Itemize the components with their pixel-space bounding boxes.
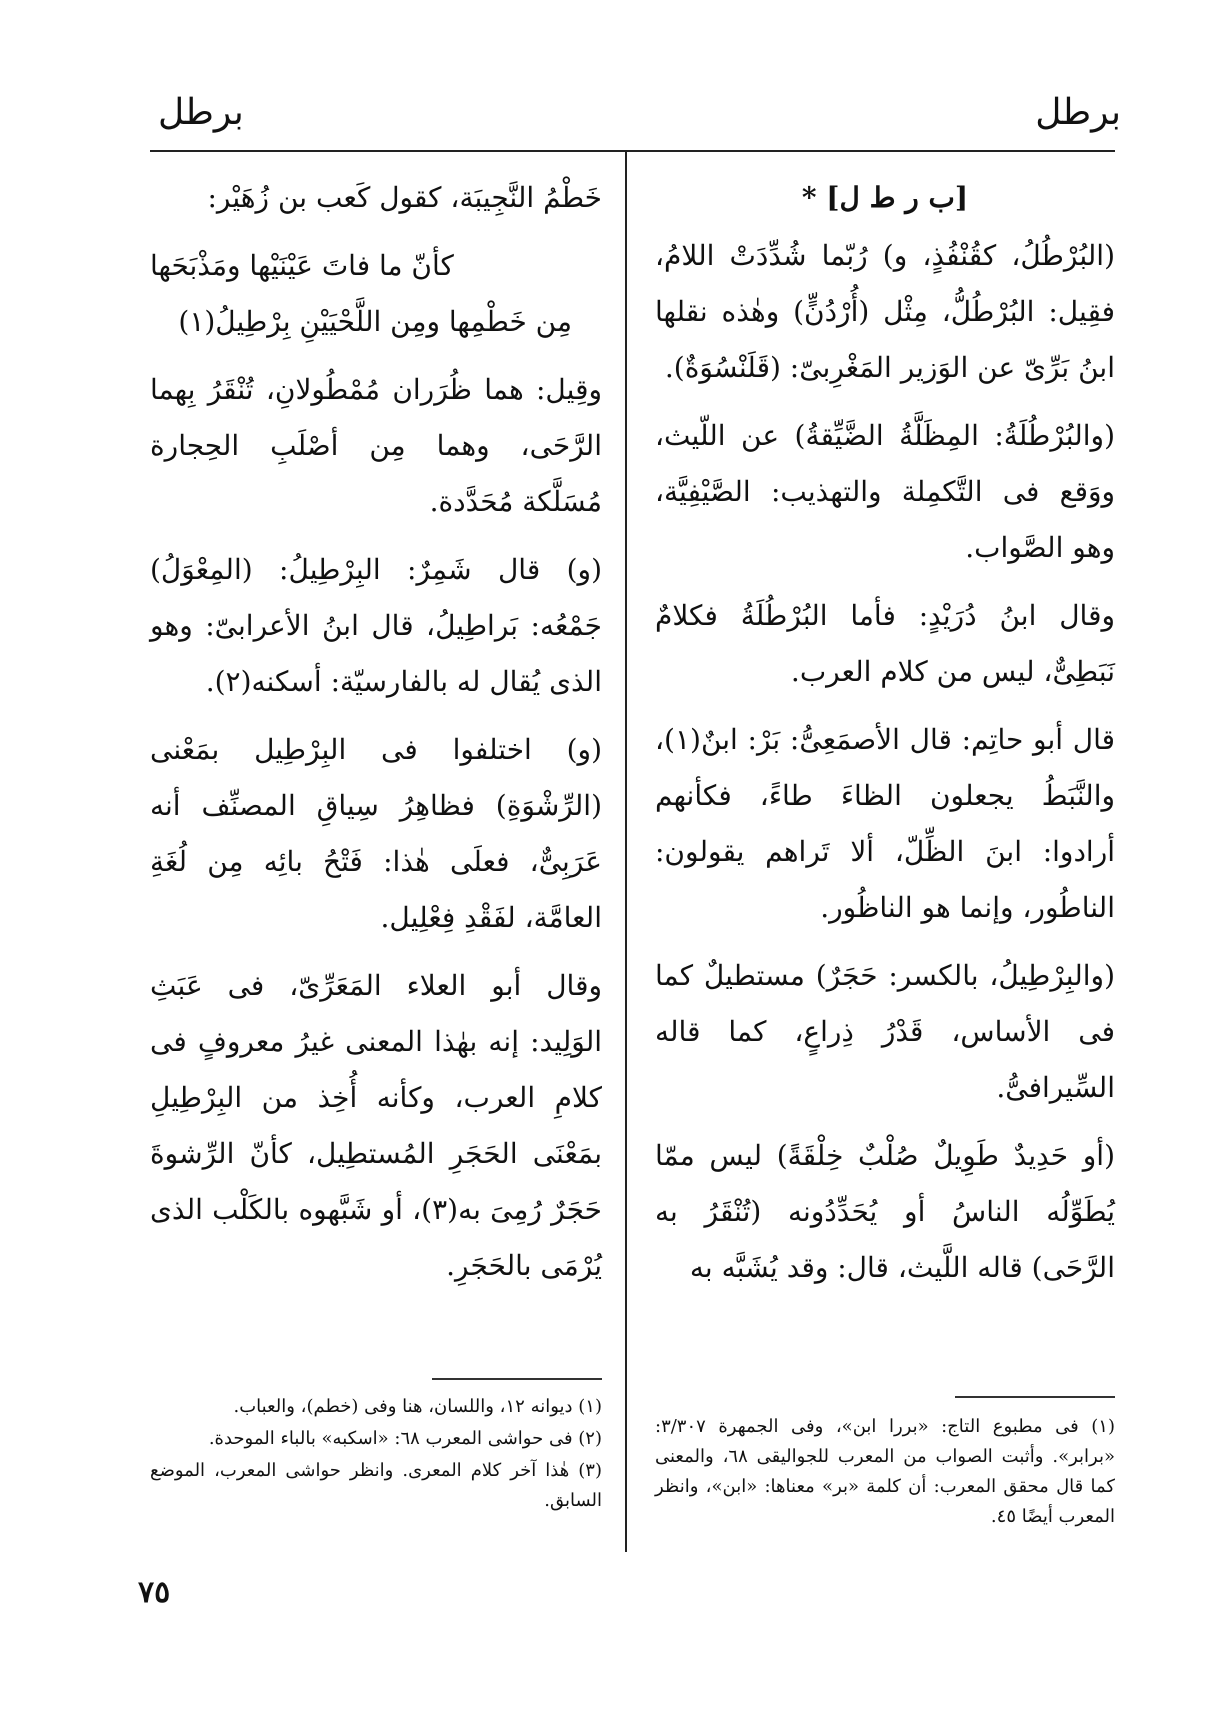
paragraph: وقال ابنُ دُرَيْدٍ: فأما البُرْطُلَةُ فكلامٌ نَبَطِىٌّ، ليس من كلام العرب. [655,599,1115,688]
poetry-verse [150,238,602,350]
paragraph: خَطْمُ النَّجِيبَة، كقول كَعب بن زُهَيْر: [207,181,602,214]
left-column [150,170,602,1306]
paragraph: (البُرْطُلُ، كقُنْفُذٍ، و) رُبّما شُدِّدَتْ اللامُ، فقِيل: البُرْطُلُّ، مِثْل (أُرْدُنٍّ) وهٰذه نقلها ابنُ بَرِّىّ عن الوَزير المَغْرِبىّ: (قَلَنْسُوَةٌ). [655,239,1115,384]
paragraph: (و) قال شَمِرٌ: البِرْطِيلُ: (المِعْوَلُ) جَمْعُه: بَراطِيلُ، قال ابنُ الأعرابىّ: وهو الذى يُقال له بالفارسيّة: أسكنه(٢). [150,553,602,698]
footnote-rule-left [432,1378,602,1380]
right-column [655,170,1115,1308]
paragraph: قال أبو حاتِم: قال الأصمَعِىُّ: بَرْ: ابنٌ(١)، والنَّبَطُ يجعلون الظاءَ طاءً، فكأنهم أرادوا: ابنَ الظِّلّ، ألا تَراهم يقولون: الناطُور، وإنما هو الناظُور. [655,723,1115,924]
verse-line: كأنّ ما فاتَ عَيْنَيْها ومَذْبَحَها [150,249,454,282]
footnote: (١) ديوانه ١٢، واللسان، هنا وفى (خطم)، والعباب. [233,1396,602,1417]
footnotes-right [655,1412,1115,1534]
paragraph: (أو حَدِيدٌ طَوِيلٌ صُلْبٌ خِلْقَةً) ليس ممّا يُطَوِّلُه الناسُ أو يُحَدِّدُونه (تُنْقَرُ به الرَّحَى) قاله اللَّيث، قال: وقد يُشَبَّه به [655,1139,1115,1284]
running-header-left: برطل [158,92,244,133]
footnote: (٢) فى حواشى المعرب ٦٨: «اسكبه» بالباء الموحدة. [208,1428,602,1449]
page-number: ٧٥ [138,1575,171,1610]
running-header-right: برطل [1035,92,1121,133]
paragraph: (والبِرْطِيلُ، بالكسر: حَجَرٌ) مستطيلٌ كما فى الأساس، قَدْرُ ذِراعٍ، كما قاله السِّيرافىُّ. [655,959,1115,1104]
footnotes-left [150,1392,602,1518]
footnote: (٣) هٰذا آخر كلام المعرى. وانظر حواشى المعرب، الموضع السابق. [150,1460,602,1511]
paragraph: وقِيل: هما ظُرَران مُمْطُولانِ، تُنْقَرُ بِهما الرَّحَى، وهما مِن أصْلَبِ الحِجارة مُسَلَّكة مُحَدَّدة. [150,373,602,518]
verse-line: مِن خَطْمِها ومِن اللَّحْيَيْنِ بِرْطِيلُ(١) [178,305,572,338]
footnote-rule-right [955,1396,1115,1398]
paragraph: وقال أبو العلاء المَعَرِّىّ، فى عَبَثِ الوَلِيد: إنه بهٰذا المعنى غيرُ معروفٍ فى كلامِ العرب، وكأنه أُخِذ من البِرْطِيلِ بمَعْنَى الحَجَرِ المُستطِيل، كأنّ الرِّشوةَ حَجَرٌ رُمِىَ به(٣)، أو شَبَّهوه بالكَلْب الذى يُرْمَى بالحَجَرِ. [150,969,602,1282]
footnote: (١) فى مطبوع التاج: «بررا ابن»، وفى الجمهرة ٣/٣٠٧: «برابر». وأثبت الصواب من المعرب للجواليقى ٦٨، والمعنى كما قال محقق المعرب: أن كلمة «بر» معناها: «ابن»، وانظر المعرب أيضًا ٤٥. [655,1416,1116,1527]
header-rule [150,150,1115,152]
column-divider [625,150,627,1552]
paragraph: (والبُرْطُلَةُ: المِظَلَّةُ الضَّيِّقةُ) عن اللّيث، ووَقع فى التَّكمِلة والتهذيب: الصَّيْفِيَّة، وهو الصَّواب. [655,419,1115,564]
paragraph: (و) اختلفوا فى البِرْطِيل بمَعْنى (الرِّشْوَةِ) فظاهِرُ سِياقِ المصنِّف أنه عَرَبِىٌّ، فعلَى هٰذا: فَتْحُ بائِه مِن لُغَةِ العامَّة، لفَقْدِ فِعْلِيل. [150,733,602,934]
root-heading: [ب ر ط ل] * [801,181,969,214]
